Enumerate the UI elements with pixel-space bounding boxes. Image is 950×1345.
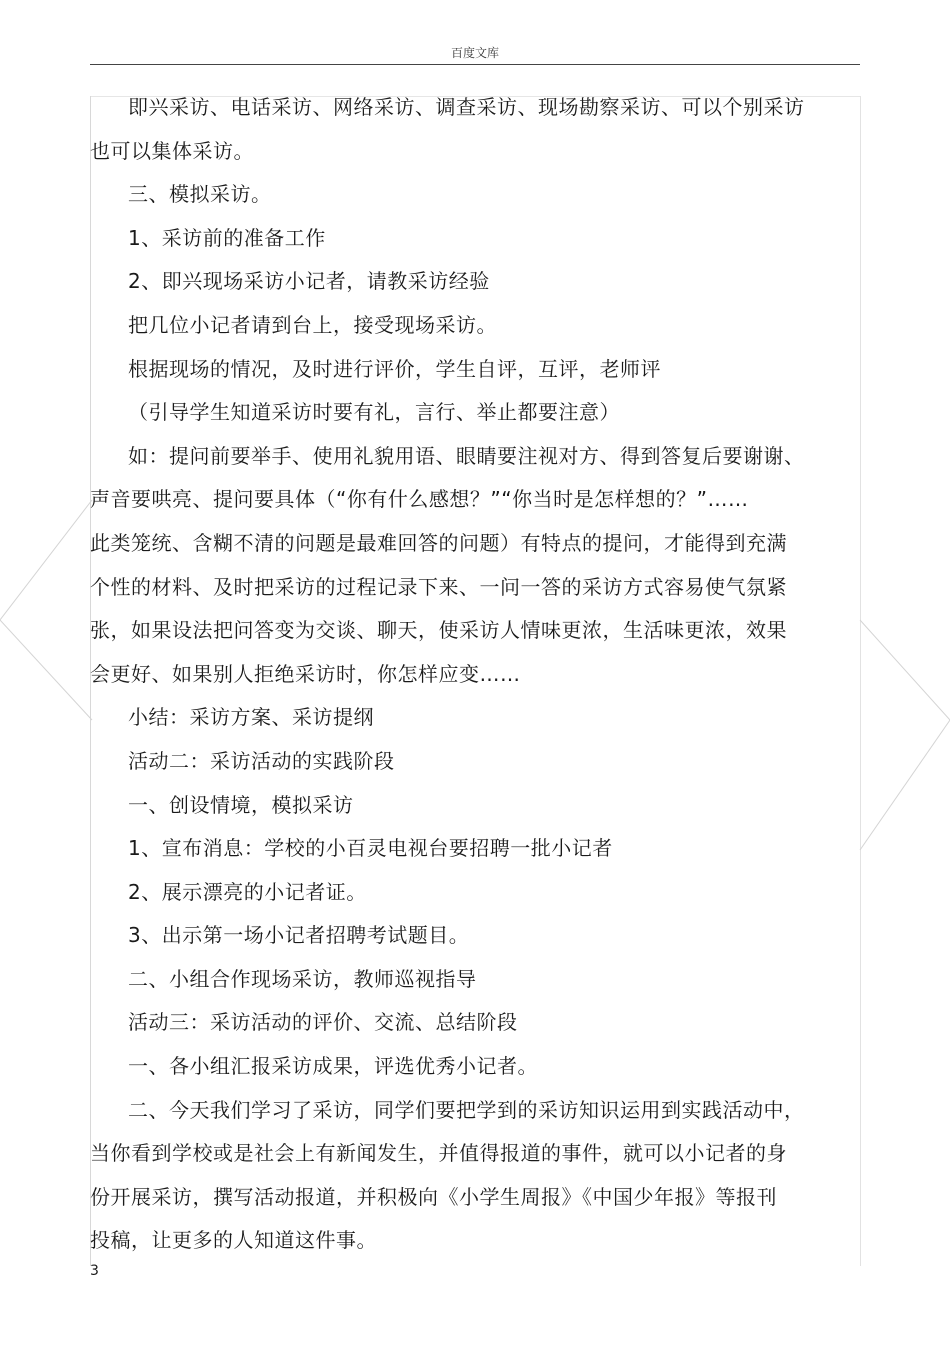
paragraph-line: 二、小组合作现场采访，教师巡视指导 (128, 966, 477, 991)
paragraph-line: 3、出示第一场小记者招聘考试题目。 (128, 923, 470, 948)
document-body (90, 86, 830, 1263)
deco-line-left-lower (0, 620, 92, 720)
paragraph-line: 二、今天我们学习了采访，同学们要把学到的采访知识运用到实践活动中， (128, 1097, 805, 1122)
paragraph-line: 个性的材料、及时把采访的过程记录下来、一问一答的采访方式容易使气氛紧 (90, 574, 787, 599)
header-title: 百度文库 (450, 46, 499, 60)
paragraph-line: 三、模拟采访。 (128, 182, 272, 207)
paragraph-line: 一、各小组汇报采访成果，评选优秀小记者。 (128, 1054, 538, 1079)
paragraph-line: 如：提问前要举手、使用礼貌用语、眼睛要注视对方、得到答复后要谢谢、 (128, 443, 805, 468)
deco-line-left-upper (0, 500, 92, 620)
paragraph-line: 声音要哄亮、提问要具体（“你有什么感想？”“你当时是怎样想的？”…… (90, 487, 749, 512)
paragraph-line: 张，如果设法把问答变为交谈、聊天，使采访人情味更浓，生活味更浓，效果 (90, 618, 787, 643)
paragraph-line: 1、采访前的准备工作 (128, 225, 326, 250)
paragraph-line: 也可以集体采访。 (90, 138, 254, 163)
paragraph-line: 2、即兴现场采访小记者，请教采访经验 (128, 269, 490, 294)
paragraph-line: 活动三：采访活动的评价、交流、总结阶段 (128, 1010, 518, 1035)
deco-line-right-lower (860, 720, 950, 850)
paragraph-line: 此类笼统、含糊不清的问题是最难回答的问题）有特点的提问，才能得到充满 (90, 530, 787, 555)
paragraph-line: 即兴采访、电话采访、网络采访、调查采访、现场勘察采访、可以个别采访 (128, 95, 805, 119)
paragraph-line: 当你看到学校或是社会上有新闻发生，并值得报道的事件，就可以小记者的身 (90, 1141, 787, 1166)
page-number: 3 (90, 1263, 99, 1279)
paragraph-line: （引导学生知道采访时要有礼，言行、举止都要注意） (128, 400, 620, 425)
paragraph-line: 2、展示漂亮的小记者证。 (128, 879, 367, 904)
paragraph-line: 份开展采访，撰写活动报道，并积极向《小学生周报》《中国少年报》等报刊 (90, 1184, 777, 1209)
paragraph-line: 投稿，让更多的人知道这件事。 (90, 1228, 377, 1253)
paragraph-line: 一、创设情境，模拟采访 (128, 792, 354, 817)
paragraph-line: 活动二：采访活动的实践阶段 (128, 748, 395, 773)
paragraph-line: 把几位小记者请到台上，接受现场采访。 (128, 312, 497, 337)
paragraph-line: 小结：采访方案、采访提纲 (128, 705, 374, 730)
deco-line-right-upper (860, 620, 950, 720)
paragraph-line: 1、宣布消息：学校的小百灵电视台要招聘一批小记者 (128, 836, 613, 861)
paragraph-line: 根据现场的情况，及时进行评价，学生自评，互评，老师评 (128, 356, 661, 381)
paragraph-line: 会更好、如果别人拒绝采访时，你怎样应变…… (90, 661, 521, 686)
